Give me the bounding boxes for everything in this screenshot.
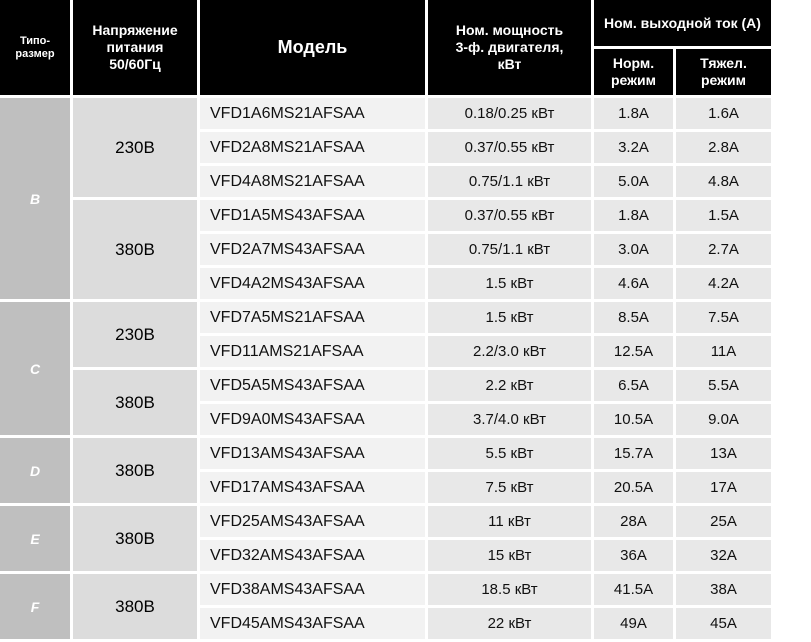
normal-current-cell: 3.0A xyxy=(594,234,673,265)
model-cell: VFD11AMS21AFSAA xyxy=(200,336,425,367)
table-row xyxy=(0,200,771,231)
power-cell: 3.7/4.0 кВт xyxy=(428,404,591,435)
normal-current-cell: 3.2A xyxy=(594,132,673,163)
header-power-line1: Ном. мощность xyxy=(455,22,564,38)
model-cell: VFD2A8MS21AFSAA xyxy=(200,132,425,163)
normal-current-cell: 1.8A xyxy=(594,98,673,129)
power-cell: 0.37/0.55 кВт xyxy=(428,132,591,163)
power-cell: 2.2/3.0 кВт xyxy=(428,336,591,367)
power-cell: 5.5 кВт xyxy=(428,438,591,469)
header-model: Модель xyxy=(200,0,425,95)
heavy-current-cell: 13A xyxy=(676,438,771,469)
heavy-current-cell: 1.5A xyxy=(676,200,771,231)
voltage-cell: 380В xyxy=(73,370,197,435)
normal-current-cell: 10.5A xyxy=(594,404,673,435)
model-cell: VFD25AMS43AFSAA xyxy=(200,506,425,537)
header-heavy-line1: Тяжел. xyxy=(700,55,747,71)
power-cell: 0.75/1.1 кВт xyxy=(428,234,591,265)
heavy-current-cell: 17A xyxy=(676,472,771,503)
model-cell: VFD1A6MS21AFSAA xyxy=(200,98,425,129)
normal-current-cell: 15.7A xyxy=(594,438,673,469)
heavy-current-cell: 5.5A xyxy=(676,370,771,401)
header-size-label: Типо-размер xyxy=(15,34,55,60)
model-cell: VFD17AMS43AFSAA xyxy=(200,472,425,503)
model-cell: VFD7A5MS21AFSAA xyxy=(200,302,425,333)
normal-current-cell: 1.8A xyxy=(594,200,673,231)
header-normal-mode xyxy=(594,49,673,95)
model-cell: VFD4A2MS43AFSAA xyxy=(200,268,425,299)
normal-current-cell: 4.6A xyxy=(594,268,673,299)
header-voltage-line2: питания xyxy=(106,39,164,55)
frame-size-cell: F xyxy=(0,574,70,639)
normal-current-cell: 8.5A xyxy=(594,302,673,333)
voltage-cell: 230В xyxy=(73,302,197,367)
heavy-current-cell: 4.2A xyxy=(676,268,771,299)
model-cell: VFD4A8MS21AFSAA xyxy=(200,166,425,197)
normal-current-cell: 41.5A xyxy=(594,574,673,605)
normal-current-cell: 20.5A xyxy=(594,472,673,503)
voltage-cell: 380В xyxy=(73,574,197,639)
power-cell: 18.5 кВт xyxy=(428,574,591,605)
power-cell: 1.5 кВт xyxy=(428,268,591,299)
heavy-current-cell: 32A xyxy=(676,540,771,571)
header-voltage-line3: 50/60Гц xyxy=(109,56,161,72)
power-cell: 2.2 кВт xyxy=(428,370,591,401)
heavy-current-cell: 7.5A xyxy=(676,302,771,333)
header-normal-line1: Норм. xyxy=(612,55,655,71)
power-cell: 0.37/0.55 кВт xyxy=(428,200,591,231)
frame-size-cell: E xyxy=(0,506,70,571)
voltage-cell: 380В xyxy=(73,506,197,571)
heavy-current-cell: 11A xyxy=(676,336,771,367)
header-power xyxy=(428,0,591,95)
power-cell: 0.18/0.25 кВт xyxy=(428,98,591,129)
voltage-cell: 230В xyxy=(73,98,197,197)
header-power-line3: кВт xyxy=(497,56,522,72)
normal-current-cell: 6.5A xyxy=(594,370,673,401)
power-cell: 15 кВт xyxy=(428,540,591,571)
normal-current-cell: 49A xyxy=(594,608,673,639)
header-voltage xyxy=(73,0,197,95)
header-heavy-line2: режим xyxy=(700,72,747,88)
heavy-current-cell: 25A xyxy=(676,506,771,537)
table-body xyxy=(0,98,771,639)
heavy-current-cell: 38A xyxy=(676,574,771,605)
model-cell: VFD38AMS43AFSAA xyxy=(200,574,425,605)
model-cell: VFD5A5MS43AFSAA xyxy=(200,370,425,401)
frame-size-cell: D xyxy=(0,438,70,503)
power-cell: 11 кВт xyxy=(428,506,591,537)
heavy-current-cell: 9.0A xyxy=(676,404,771,435)
heavy-current-cell: 2.8A xyxy=(676,132,771,163)
table-row xyxy=(0,438,771,469)
header-voltage-line1: Напряжение xyxy=(92,22,178,38)
model-cell: VFD45AMS43AFSAA xyxy=(200,608,425,639)
heavy-current-cell: 2.7A xyxy=(676,234,771,265)
table-row xyxy=(0,302,771,333)
table-row xyxy=(0,506,771,537)
table-row xyxy=(0,574,771,605)
heavy-current-cell: 45A xyxy=(676,608,771,639)
header-normal-line2: режим xyxy=(610,72,657,88)
normal-current-cell: 28A xyxy=(594,506,673,537)
model-cell: VFD32AMS43AFSAA xyxy=(200,540,425,571)
power-cell: 22 кВт xyxy=(428,608,591,639)
header-heavy-mode xyxy=(676,49,771,95)
power-cell: 1.5 кВт xyxy=(428,302,591,333)
voltage-cell: 380В xyxy=(73,438,197,503)
power-cell: 0.75/1.1 кВт xyxy=(428,166,591,197)
voltage-cell: 380В xyxy=(73,200,197,299)
table-row xyxy=(0,98,771,129)
heavy-current-cell: 1.6A xyxy=(676,98,771,129)
frame-size-cell: C xyxy=(0,302,70,435)
table-header xyxy=(0,0,771,95)
header-size xyxy=(0,0,70,95)
table-row xyxy=(0,370,771,401)
normal-current-cell: 5.0A xyxy=(594,166,673,197)
frame-size-cell: B xyxy=(0,98,70,299)
power-cell: 7.5 кВт xyxy=(428,472,591,503)
heavy-current-cell: 4.8A xyxy=(676,166,771,197)
model-cell: VFD13AMS43AFSAA xyxy=(200,438,425,469)
model-cell: VFD1A5MS43AFSAA xyxy=(200,200,425,231)
model-cell: VFD9A0MS43AFSAA xyxy=(200,404,425,435)
normal-current-cell: 36A xyxy=(594,540,673,571)
header-current: Ном. выходной ток (А) xyxy=(594,0,771,46)
model-cell: VFD2A7MS43AFSAA xyxy=(200,234,425,265)
normal-current-cell: 12.5A xyxy=(594,336,673,367)
header-power-line2: 3-ф. двигателя, xyxy=(455,39,564,55)
